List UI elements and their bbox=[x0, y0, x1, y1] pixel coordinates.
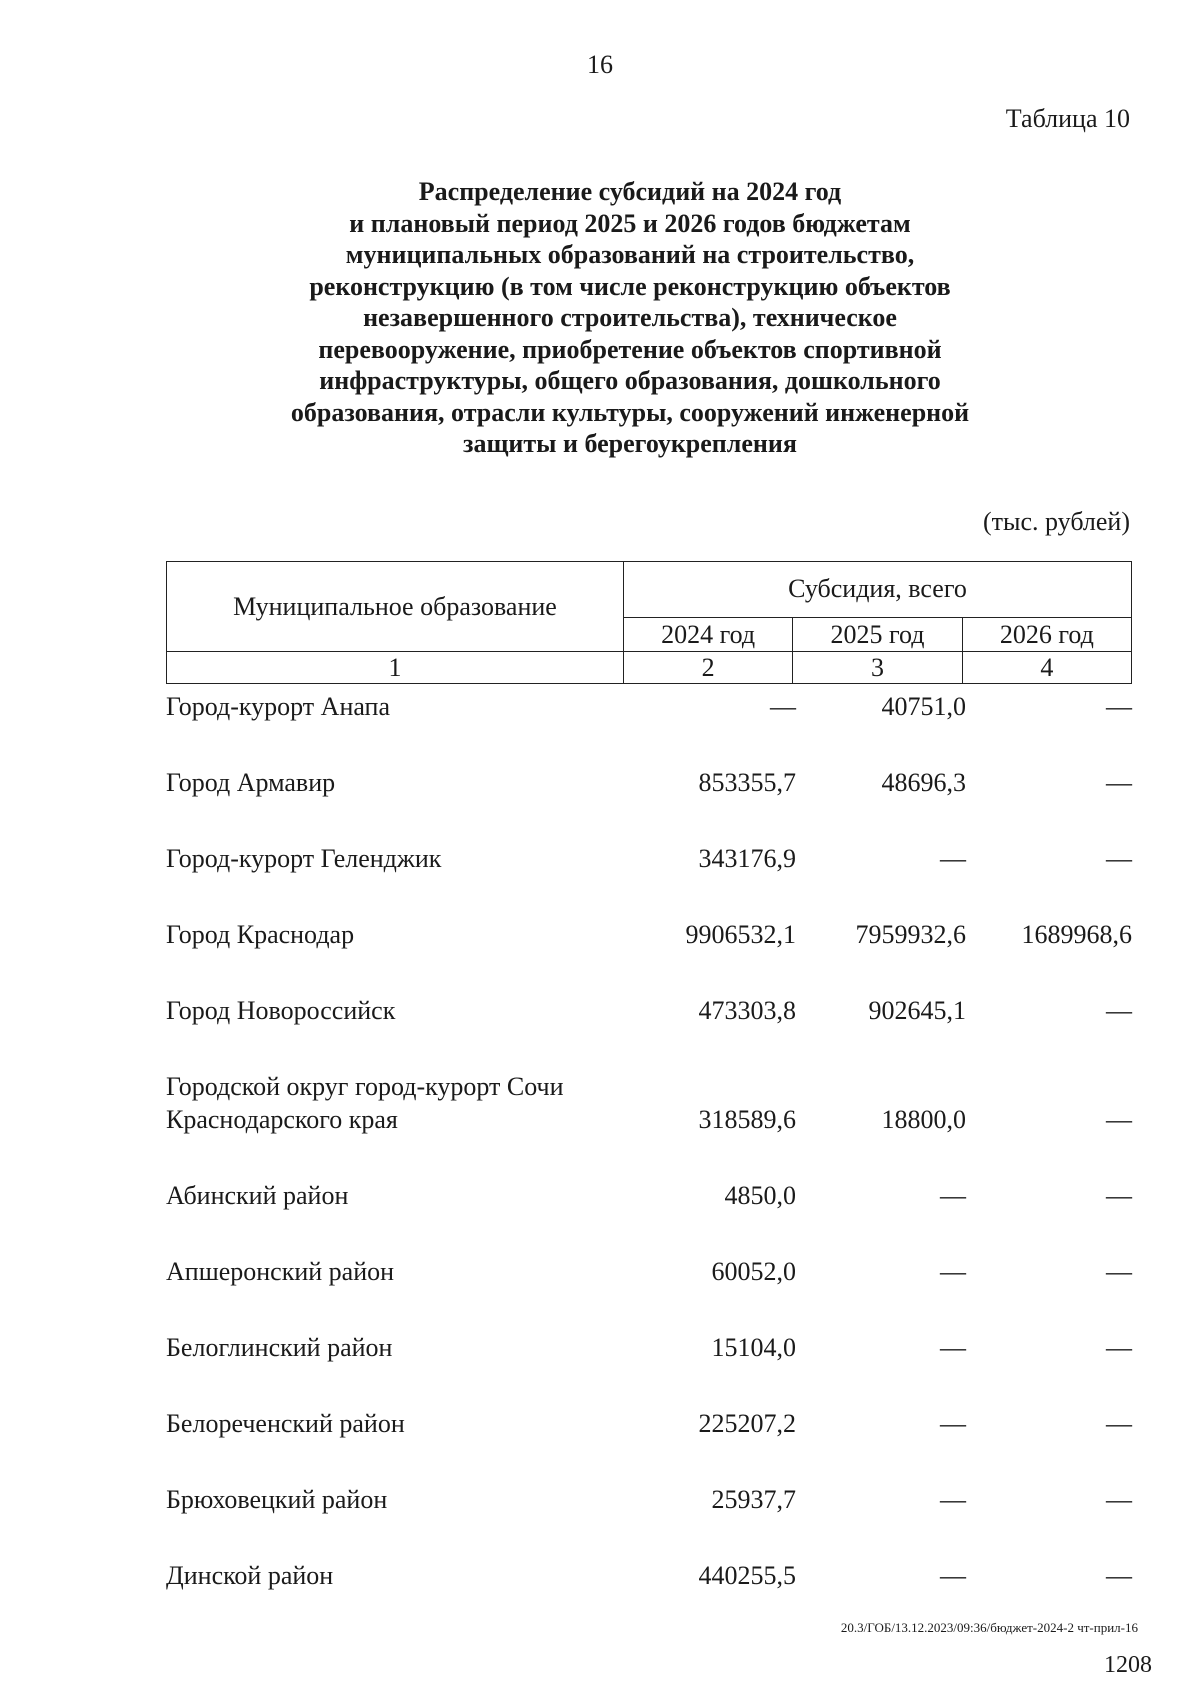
table-row bbox=[166, 1331, 1132, 1364]
value-2026: — bbox=[1106, 1409, 1132, 1438]
value-2024: 440255,5 bbox=[698, 1561, 796, 1590]
table-title: Распределение субсидий на 2024 год и плановый период 2025 и 2026 годов бюджетам муниципальных образований на строительство, реконструкцию (в том числе реконструкцию объектов незавершенного строительства), техническое перевооружение, приобретение объектов спортивной инфраструктуры, общего образования, дошкольного образования, отрасли культуры, сооружений инженерной защиты и берегоукрепления bbox=[290, 177, 970, 458]
table-row bbox=[166, 842, 1132, 875]
table-row bbox=[166, 1070, 1132, 1136]
header-municipality: Муниципальное образование bbox=[167, 562, 624, 652]
table-header bbox=[166, 561, 1132, 684]
value-2024: 473303,8 bbox=[698, 996, 796, 1025]
value-2024: 25937,7 bbox=[711, 1485, 796, 1514]
value-2026: — bbox=[1106, 692, 1132, 721]
value-2026: — bbox=[1106, 996, 1132, 1025]
value-2024: 225207,2 bbox=[698, 1409, 796, 1438]
value-2026: — bbox=[1106, 1105, 1132, 1134]
header-year-2024: 2024 год bbox=[624, 617, 793, 651]
column-number: 2 bbox=[624, 652, 793, 684]
value-2025: 48696,3 bbox=[881, 768, 966, 797]
column-number: 4 bbox=[962, 652, 1131, 684]
value-2026: — bbox=[1106, 1485, 1132, 1514]
municipality-name: Динской район bbox=[166, 1561, 334, 1590]
value-2024: 9906532,1 bbox=[685, 920, 796, 949]
value-2025: — bbox=[940, 1561, 966, 1590]
table-row bbox=[166, 994, 1132, 1027]
table-row bbox=[166, 1559, 1132, 1592]
value-2024: 343176,9 bbox=[698, 844, 796, 873]
value-2026: — bbox=[1106, 1333, 1132, 1362]
table-row bbox=[166, 1179, 1132, 1212]
value-2026: — bbox=[1106, 1561, 1132, 1590]
municipality-name: Апшеронский район bbox=[166, 1257, 395, 1286]
table-row bbox=[166, 690, 1132, 723]
value-2025: 902645,1 bbox=[868, 996, 966, 1025]
sheet-number: 1208 bbox=[1104, 1652, 1152, 1678]
municipality-name: Брюховецкий район bbox=[166, 1485, 388, 1514]
municipality-name: Город Новороссийск bbox=[166, 996, 396, 1025]
value-2025: — bbox=[940, 1333, 966, 1362]
column-number: 3 bbox=[793, 652, 962, 684]
document-code: 20.3/ГОБ/13.12.2023/09:36/бюджет-2024-2 чт-прил-16 bbox=[840, 1620, 1138, 1635]
value-2025: — bbox=[940, 1409, 966, 1438]
municipality-name: Белоглинский район bbox=[166, 1333, 393, 1362]
value-2024: — bbox=[770, 692, 796, 721]
table-row bbox=[166, 1483, 1132, 1516]
value-2025: 40751,0 bbox=[881, 692, 966, 721]
value-2025: — bbox=[940, 1257, 966, 1286]
table-row bbox=[166, 766, 1132, 799]
value-2025: — bbox=[940, 1181, 966, 1210]
municipality-name: Абинский район bbox=[166, 1181, 349, 1210]
municipality-name: Город-курорт Геленджик bbox=[166, 844, 442, 873]
header-year-2025: 2025 год bbox=[793, 617, 962, 651]
column-number: 1 bbox=[167, 652, 624, 684]
value-2025: — bbox=[940, 1485, 966, 1514]
table-body bbox=[166, 690, 1132, 1635]
municipality-name: Город-курорт Анапа bbox=[166, 692, 391, 721]
value-2026: — bbox=[1106, 1257, 1132, 1286]
units-note: (тыс. рублей) bbox=[982, 507, 1130, 536]
table-label: Таблица 10 bbox=[1005, 104, 1130, 133]
value-2024: 853355,7 bbox=[698, 768, 796, 797]
table-row bbox=[166, 1255, 1132, 1288]
value-2024: 15104,0 bbox=[711, 1333, 796, 1362]
value-2026: 1689968,6 bbox=[1021, 920, 1132, 949]
value-2025: — bbox=[940, 844, 966, 873]
value-2026: — bbox=[1106, 1181, 1132, 1210]
municipality-name: Город Краснодар bbox=[166, 920, 355, 949]
value-2024: 4850,0 bbox=[724, 1181, 796, 1210]
value-2024: 318589,6 bbox=[698, 1105, 796, 1134]
value-2025: 18800,0 bbox=[881, 1105, 966, 1134]
municipality-name: Городской округ город-курорт Сочи Краснодарского края bbox=[166, 1072, 564, 1134]
table-row bbox=[166, 1407, 1132, 1440]
value-2026: — bbox=[1106, 844, 1132, 873]
municipality-name: Город Армавир bbox=[166, 768, 336, 797]
value-2026: — bbox=[1106, 768, 1132, 797]
table-row bbox=[166, 918, 1132, 951]
header-year-2026: 2026 год bbox=[962, 617, 1131, 651]
header-subsidy-total: Субсидия, всего bbox=[624, 562, 1132, 618]
page-number: 16 bbox=[587, 50, 613, 79]
municipality-name: Белореченский район bbox=[166, 1409, 405, 1438]
value-2025: 7959932,6 bbox=[855, 920, 966, 949]
value-2024: 60052,0 bbox=[711, 1257, 796, 1286]
